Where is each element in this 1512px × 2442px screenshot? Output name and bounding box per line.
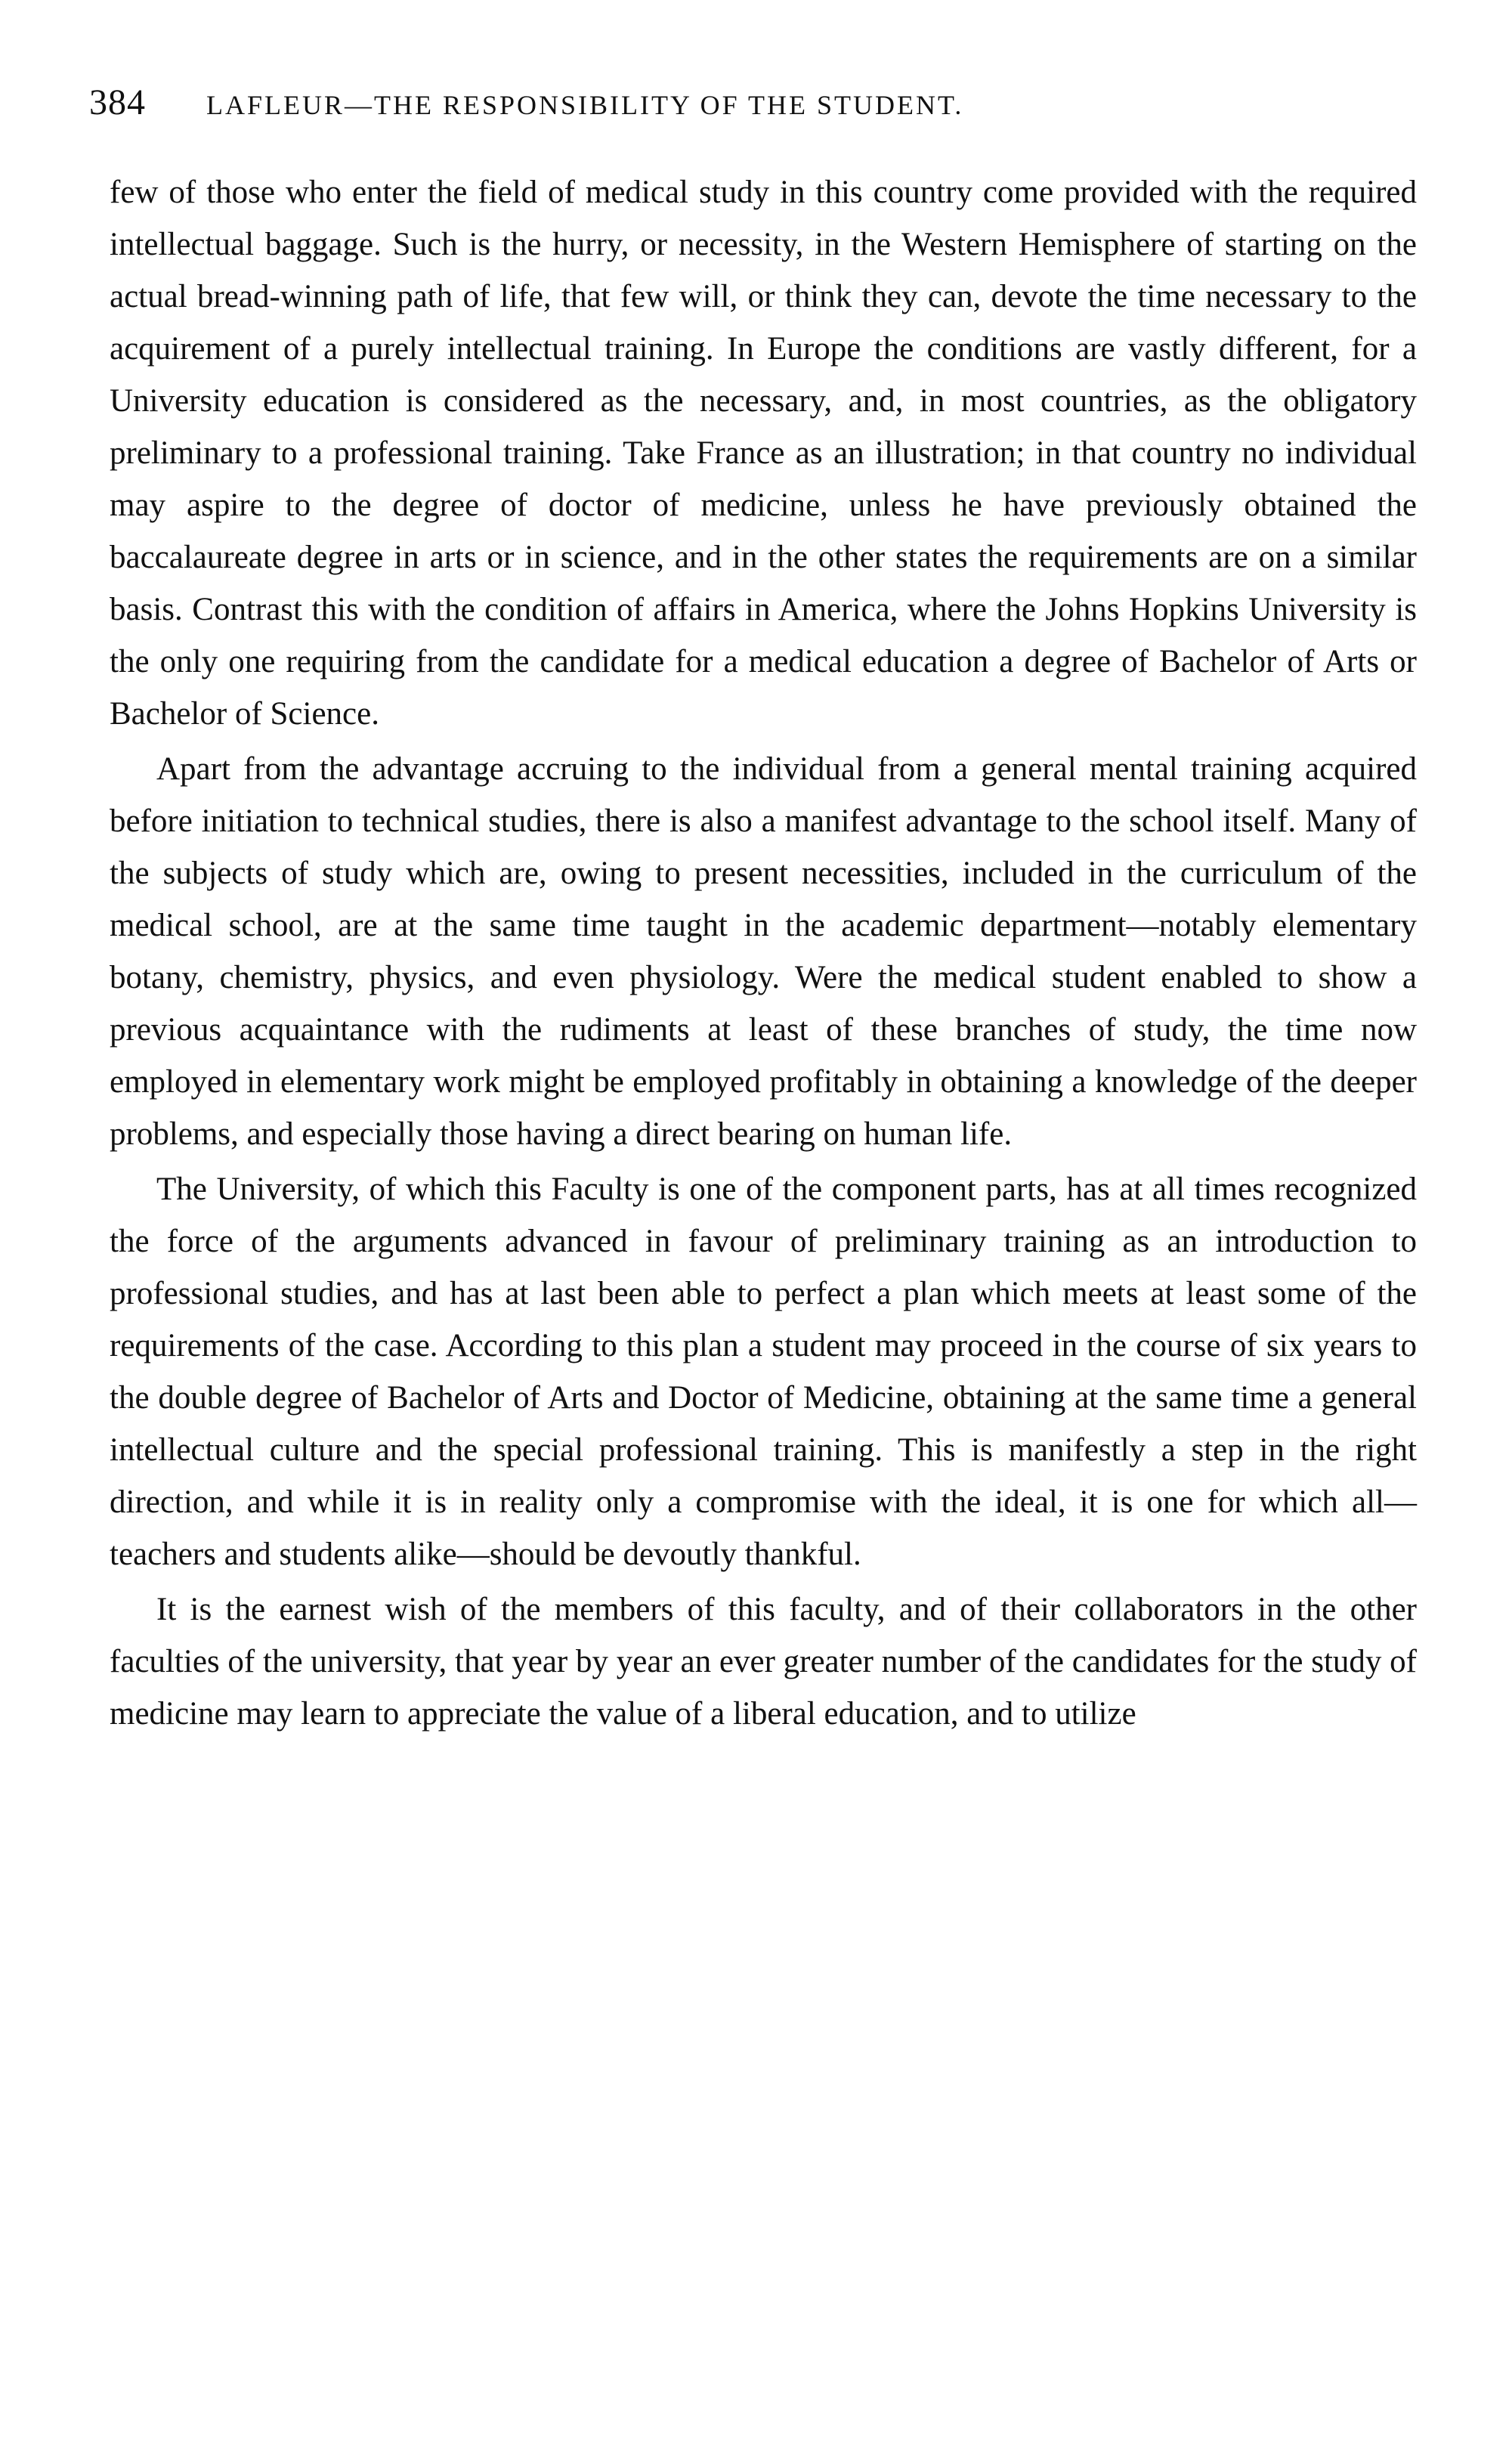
- body-text: [110, 166, 1417, 1740]
- paragraph-2: Apart from the advantage accruing to the individual from a general mental training acquired before initiation to technical studies, there is also a manifest advantage to the school itself. Many of the subjects of study which are, owing to present necessities, included in the curriculum of the medical school, are at the same time taught in the academic department—notably elementary botany, chemistry, physics, and even physiology. Were the medical student enabled to show a previous acquaintance with the rudiments at least of these branches of study, the time now employed in elementary work might be employed profitably in obtaining a knowledge of the deeper problems, and especially those having a direct bearing on human life.: [110, 751, 1417, 1152]
- page-number: 384: [89, 82, 146, 122]
- running-head: [89, 82, 1419, 150]
- paragraph-3: The University, of which this Faculty is one of the component parts, has at all times recognized the force of the arguments advanced in favour of preliminary training as an introduction to professional studies, and has at last been able to perfect a plan which meets at least some of the requirements of the case. According to this plan a student may proceed in the course of six years to the double degree of Bachelor of Arts and Doctor of Medicine, obtaining at the same time a general intellectual culture and the special professional training. This is manifestly a step in the right direction, and while it is in reality only a compromise with the ideal, it is one for which all—teachers and students alike—should be devoutly thankful.: [110, 1171, 1417, 1572]
- paragraph-1: few of those who enter the field of medical study in this country come provided with the required intellectual baggage. Such is the hurry, or necessity, in the Western Hemisphere of starting on the actual bread-winning path of life, that few will, or think they can, devote the time necessary to the acquirement of a purely intellectual training. In Europe the conditions are vastly different, for a University education is considered as the necessary, and, in most countries, as the obligatory preliminary to a professional training. Take France as an illustration; in that country no individual may aspire to the degree of doctor of medicine, unless he have previously obtained the baccalaureate degree in arts or in science, and in the other states the requirements are on a similar basis. Contrast this with the condition of affairs in America, where the Johns Hopkins University is the only one requiring from the candidate for a medical education a degree of Bachelor of Arts or Bachelor of Science.: [110, 175, 1417, 732]
- paragraph-4: It is the earnest wish of the members of this faculty, and of their collaborators in the other faculties of the university, that year by year an ever greater number of the candidates for the study of medicine may learn to appreciate the value of a liberal education, and to utilize: [110, 1592, 1417, 1732]
- running-title: LAFLEUR—THE RESPONSIBILITY OF THE STUDENT.: [206, 90, 964, 120]
